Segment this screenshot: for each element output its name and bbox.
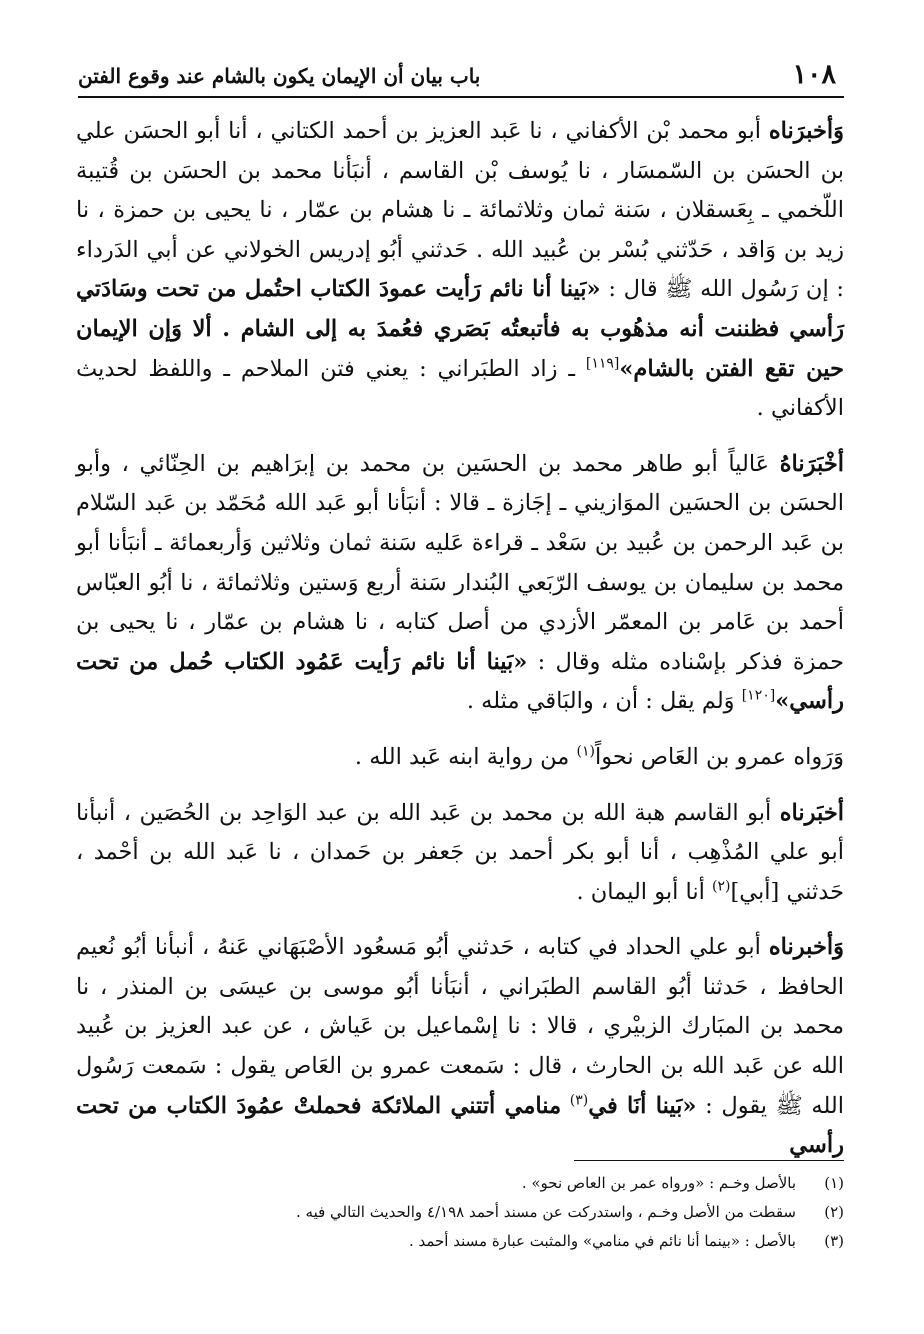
text-line: أبو محمد بْن الأكفاني ، نا عَبد العزيز بن أحمد الكتاني ، أنا أبو الحسَن	[123, 118, 762, 144]
text-line: وَرَواه عمرو بن العَاص نحواً	[594, 743, 844, 770]
text-line: أبو علي الحداد في كتابه ، حَدثني أبُو مَسعُود الأصْبَهَاني عَنهُ ، أنبأنا أبُو	[122, 934, 761, 961]
paragraph-lead: أخْبَرَناهُ	[779, 450, 845, 477]
paragraph-2	[76, 445, 844, 722]
text-line: إن رَسُول الله ﷺ قال :	[608, 276, 829, 303]
footnote-divider	[574, 1160, 844, 1161]
footnote-text: سقطت من الأصل وخـم ، واستدركت عن مسند أحمد ٤/١٩٨ والحديث التالي فيه .	[296, 1203, 796, 1221]
footnote-number: (١)	[824, 1174, 844, 1192]
footnote-2	[80, 1198, 844, 1227]
main-text	[76, 112, 844, 1182]
hadith-quote: «بَينا أنَا في	[588, 1092, 697, 1119]
text-line: اللّخمي ـ بِعَسقلان ، سَنة ثمان وثلاثمائة ـ نا هشام بن عمّار ، نا يحيى بن حمزة ، نا	[76, 197, 844, 224]
paragraph-1	[76, 112, 844, 429]
text-line: زيد بن وَاقد ، حَدّثني بُسْر بن عُبيد الله . حَدثني أبُو إدريس الخولاني عن أبي الدَرداء :	[76, 236, 845, 303]
text-line: يحيى بن حمزة فذكر بإسْناده مثله وقال :	[76, 609, 845, 675]
text-line: يقول :	[705, 1092, 767, 1119]
footnote-ref: (٢)	[712, 878, 731, 895]
text-line: عن عَبد الله بن الحارث ، قال : سَمعت عمرو بن العَاص يقول : سَمعت رَسُول الله ﷺ	[76, 1053, 845, 1119]
hadith-number: [١٢٠]	[741, 687, 776, 704]
footnotes	[80, 1160, 844, 1256]
hadith-quote: بالشام»	[619, 355, 695, 382]
hadith-quote: فظننت أنه مذهُوب به فأتبعتُه بَصَري فعُمدَ به إلى الشام . ألا وَإن الإيمان حين تقع الفتن	[76, 315, 844, 382]
chapter-title: باب بيان أن الإيمان يكون بالشام عند وقوع الفتن	[78, 64, 481, 88]
hadith-quote: تحت رأسي»	[76, 648, 844, 715]
footnote-ref: (١)	[576, 743, 595, 760]
text-line: أنبأنا أبو علي المُذْهِب ، أنا أبو بكر أحمد بن جَعفر بن حَمدان ، نا عَبد الله بن أحْمد ،	[76, 799, 844, 866]
footnote-ref: (٣)	[569, 1092, 589, 1109]
text-line: العبّاس أحمد بن عَامر بن المعمّر الأزدي من أصل كتابه ، نا هشام بن عمّار ، نا	[76, 569, 844, 636]
page-header	[78, 52, 844, 98]
paragraph-lead: وَأخبرَناه	[768, 118, 845, 144]
text-line: وأبو الحسَن بن الحسَين الموَازيني ـ إجَازة ـ قالا : أنبَأنا أبو عَبد الله مُحَمّد بن	[76, 450, 844, 517]
footnote-text: بالأصل وخـم : «ورواه عمر بن العاص نحو» .	[521, 1174, 796, 1192]
footnote-number: (٢)	[824, 1203, 844, 1221]
footnote-3	[80, 1227, 844, 1256]
hadith-quote: «بَينا أنا نائم رَأيت عَمُود الكتاب حُمل من	[129, 648, 528, 675]
text-line: ـ زاد الطبَراني : يعني فتن الملاحم ـ واللفظ لحديث الأكفاني .	[76, 355, 844, 422]
hadith-quote: منامي أتتني الملائكة فحملتْ عمُودَ الكتاب من تحت رأسي	[76, 1092, 844, 1159]
text-line: نُعيم الحافظ ، حَدثنا أبُو القاسم الطبَراني ، أنبَأنا أبُو موسى بن عيسَى بن المنذر ، نا	[76, 934, 844, 1000]
text-line: حَدثني [أبي]	[730, 878, 844, 905]
text-line: عَالياً أبو طاهر محمد بن الحسَين بن محمد بن إبرَاهيم بن الحِنّائي ،	[121, 450, 770, 477]
text-line: أنا أبو اليمان .	[576, 878, 705, 905]
paragraph-lead: أخبَرناه	[779, 799, 845, 826]
footnote-text: بالأصل : «بينما أنا نائم في منامي» والمثبت عبارة مسند أحمد .	[408, 1232, 796, 1250]
page-number: ١٠٨	[792, 59, 836, 90]
text-line: وَلم يقل : أن ، والبَاقي مثله .	[466, 688, 735, 715]
text-line: من رواية ابنه عَبد الله .	[354, 743, 570, 770]
text-line: محمد بن المبَارك الزبيْري ، قالا : نا إسْماعيل بن عَياش ، عن عبد العزيز بن عُبيد الله	[76, 1013, 845, 1080]
text-line: علي بن الحسَن بن السّمسَار ، نا يُوسف بْن القاسم ، أنبَأنا محمد بن الحسَن بن قُتيبة	[76, 118, 844, 184]
hadith-number: [١١٩]	[585, 355, 620, 372]
paragraph-5	[76, 928, 844, 1166]
footnote-1	[80, 1169, 844, 1198]
footnote-number: (٣)	[824, 1232, 844, 1250]
text-line: عَبد السّلام بن عَبد الرحمن بن عُبيد بن سَعْد ـ قراءة عَليه سَنة ثمان وثلاثين وَأربعمائة ـ	[76, 490, 845, 556]
paragraph-lead: وَأخبرناه	[768, 934, 844, 961]
paragraph-4	[76, 794, 844, 913]
text-line: أنبَأنا أبو محمد بن سليمان بن يوسف الرّبَعي البُندار سَنة أربع وَستين وثلاثمائة ، نا أبُو	[76, 529, 845, 596]
paragraph-3	[76, 738, 844, 778]
hadith-quote: «بَينا أنا نائم رَأيت عمودَ الكتاب احتُمل من تحت وسَادَتي رَأسي	[76, 276, 844, 342]
text-line: أبو القاسم هبة الله بن محمد بن عَبد الله بن عبد الوَاحِد بن الحُصَين ،	[123, 799, 772, 826]
